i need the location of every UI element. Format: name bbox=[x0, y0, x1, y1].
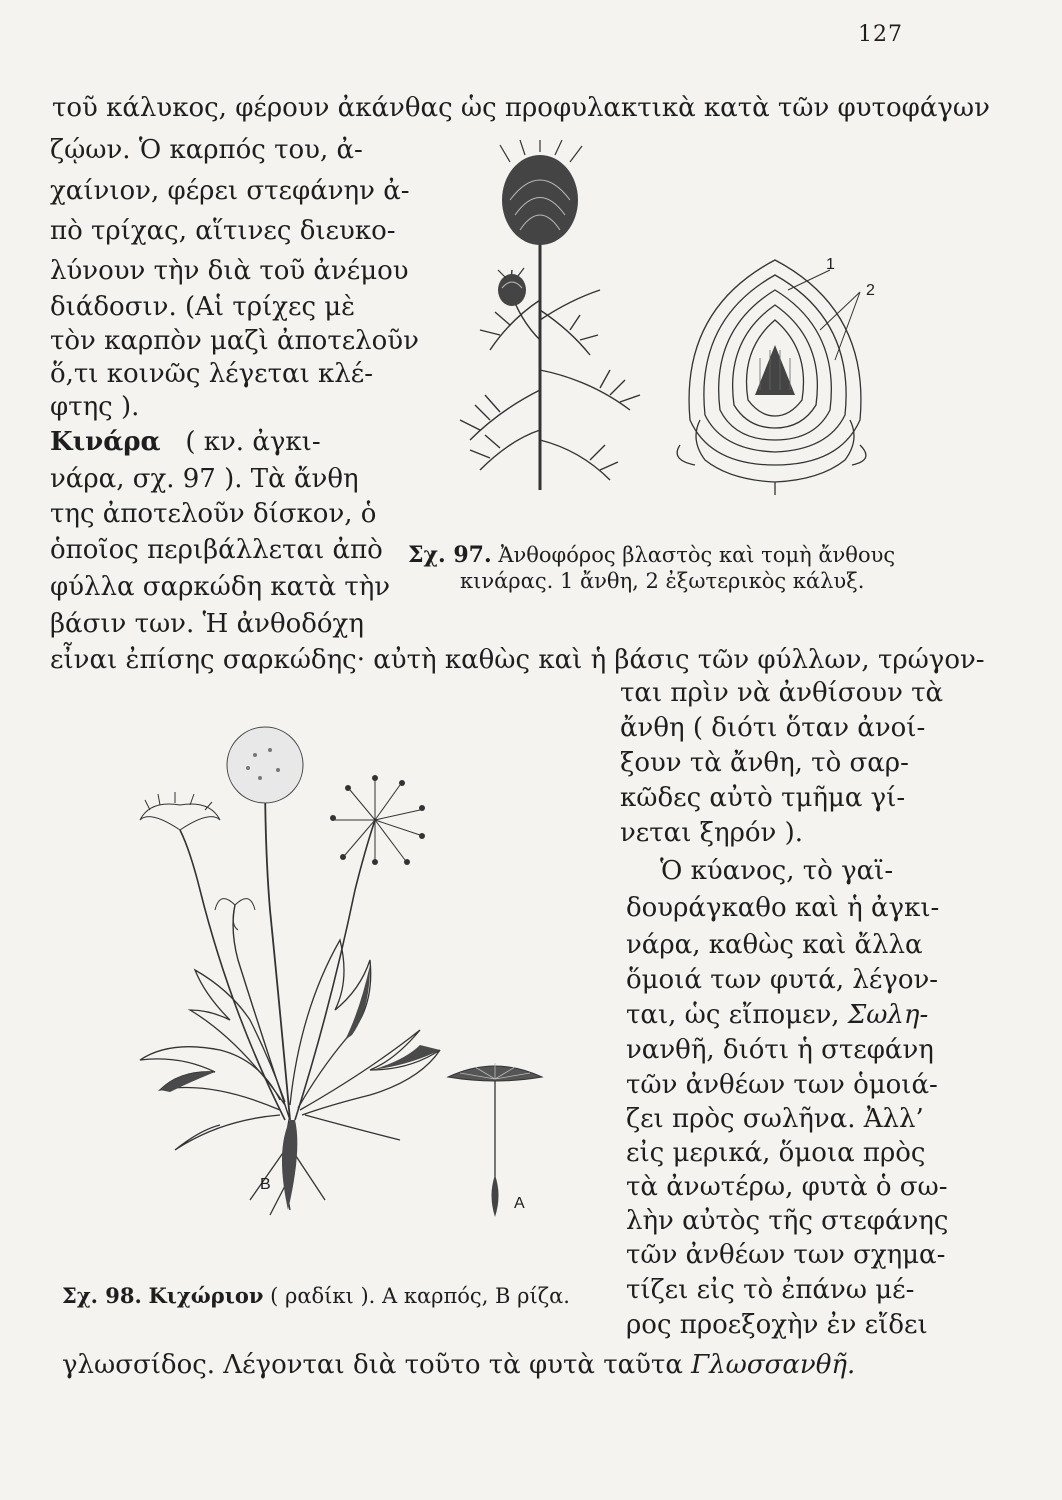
text-line-6: διάδοσιν. (Αἱ τρίχες μὲ bbox=[50, 292, 356, 322]
caption-fig98 bbox=[62, 1283, 570, 1309]
term-kinara: Κινάρα bbox=[50, 427, 161, 457]
chicory-seed-illustration bbox=[440, 1055, 550, 1225]
text-line-18: ἄνθη ( διότι ὅταν ἀνοί- bbox=[620, 713, 926, 743]
text-line-21: νεται ξηρόν ). bbox=[620, 818, 803, 848]
text-line-30: εἰς μερικά, ὅμοια πρὸς bbox=[626, 1138, 926, 1168]
caption-fig97-line2: κινάρας. 1 ἄνθη, 2 ἐξωτερικὸς κάλυξ. bbox=[460, 569, 865, 593]
text-line-36 bbox=[62, 1350, 855, 1380]
caption-fig98-rest: ( ραδίκι ). Α καρπός, Β ρίζα. bbox=[270, 1284, 570, 1308]
fig98-label-b: B bbox=[260, 1176, 271, 1193]
text-line-36-start: γλωσσίδος. Λέγονται διὰ τοῦτο τὰ φυτὰ ταῦτα bbox=[62, 1350, 683, 1380]
text-line-27: νανθῆ, διότι ἡ στεφάνη bbox=[626, 1035, 934, 1065]
text-line-22: Ὁ κύανος, τὸ γαϊ- bbox=[660, 856, 894, 886]
text-line-29: ζει πρὸς σωλῆνα. Ἀλλ’ bbox=[626, 1104, 924, 1134]
text-line-23: δουράγκαθο καὶ ἡ ἀγκι- bbox=[626, 893, 940, 923]
text-line-13: ὁποῖος περιβάλλεται ἀπὸ bbox=[50, 535, 383, 565]
text-line-24: νάρα, καθὼς καὶ ἄλλα bbox=[626, 930, 923, 960]
text-line-20: κῶδες αὐτὸ τμῆμα γί- bbox=[620, 783, 906, 813]
text-line-25: ὅμοιά των φυτά, λέγον- bbox=[626, 965, 939, 995]
page-number: 127 bbox=[858, 22, 903, 47]
text-line-4: πὸ τρίχας, αἵτινες διευκο- bbox=[50, 216, 396, 246]
term-glossanthi: Γλωσσανθῆ. bbox=[691, 1350, 856, 1380]
text-line-10 bbox=[50, 427, 321, 457]
fig98-label-a: A bbox=[514, 1195, 525, 1212]
text-line-34: τίζει εἰς τὸ ἐπάνω μέ- bbox=[626, 1275, 915, 1305]
text-line-2: ζῴων. Ὁ καρπός του, ἀ- bbox=[50, 135, 363, 165]
text-line-33: τῶν ἀνθέων των σχημα- bbox=[626, 1240, 946, 1270]
text-line-17: ται πρὶν νὰ ἀνθίσουν τὰ bbox=[620, 678, 944, 708]
text-line-16: εἶναι ἐπίσης σαρκώδης· αὐτὴ καθὼς καὶ ἡ βάσις τῶν φύλλων, τρώγον- bbox=[50, 645, 985, 675]
text-line-7: τὸν καρπὸν μαζὶ ἀποτελοῦν bbox=[50, 326, 419, 356]
text-line-3: χαίνιον, φέρει στεφάνην ἀ- bbox=[50, 176, 410, 206]
text-line-9: φτης ). bbox=[50, 392, 140, 422]
chicory-plant-illustration bbox=[120, 710, 460, 1220]
text-line-14: φύλλα σαρκώδη κατὰ τὴν bbox=[50, 572, 391, 602]
text-line-15: βάσιν των. Ἡ ἀνθοδόχη bbox=[50, 609, 364, 639]
fig97-label-1: 1 bbox=[826, 256, 835, 273]
artichoke-plant-illustration bbox=[440, 140, 670, 500]
text-line-26-start: ται, ὡς εἴπομεν, bbox=[626, 1000, 840, 1030]
text-line-19: ξουν τὰ ἄνθη, τὸ σαρ- bbox=[620, 748, 909, 778]
caption-fig97-text1: Ἀνθοφόρος βλαστὸς καὶ τομὴ ἄνθους bbox=[498, 543, 896, 567]
text-line-8: ὅ,τι κοινῶς λέγεται κλέ- bbox=[50, 359, 374, 389]
caption-fig97-line1 bbox=[408, 542, 895, 568]
caption-fig98-label: Σχ. 98. bbox=[62, 1283, 142, 1308]
term-solinanthi: Σωλη- bbox=[847, 1000, 929, 1030]
caption-fig98-name: Κιχώριον bbox=[148, 1283, 264, 1308]
text-line-10-rest: ( κν. ἀγκι- bbox=[185, 427, 321, 457]
text-line-5: λύνουν τὴν διὰ τοῦ ἀνέμου bbox=[50, 256, 409, 286]
caption-fig97-label: Σχ. 97. bbox=[408, 542, 492, 568]
text-line-1: τοῦ κάλυκος, φέρουν ἀκάνθας ὡς προφυλακτικὰ κατὰ τῶν φυτοφάγων bbox=[52, 93, 990, 123]
artichoke-flower-section bbox=[660, 250, 890, 500]
text-line-28: τῶν ἀνθέων των ὁμοιά- bbox=[626, 1070, 938, 1100]
fig97-label-2: 2 bbox=[866, 282, 875, 299]
text-line-12: της ἀποτελοῦν δίσκον, ὁ bbox=[50, 499, 377, 529]
text-line-26 bbox=[626, 1000, 928, 1030]
text-line-31: τὰ ἀνωτέρω, φυτὰ ὁ σω- bbox=[626, 1172, 948, 1202]
text-line-32: λὴν αὐτὸς τῆς στεφάνης bbox=[626, 1206, 949, 1236]
text-line-11: νάρα, σχ. 97 ). Τὰ ἄνθη bbox=[50, 464, 359, 494]
text-line-35: ρος προεξοχὴν ἐν εἴδει bbox=[626, 1310, 928, 1340]
